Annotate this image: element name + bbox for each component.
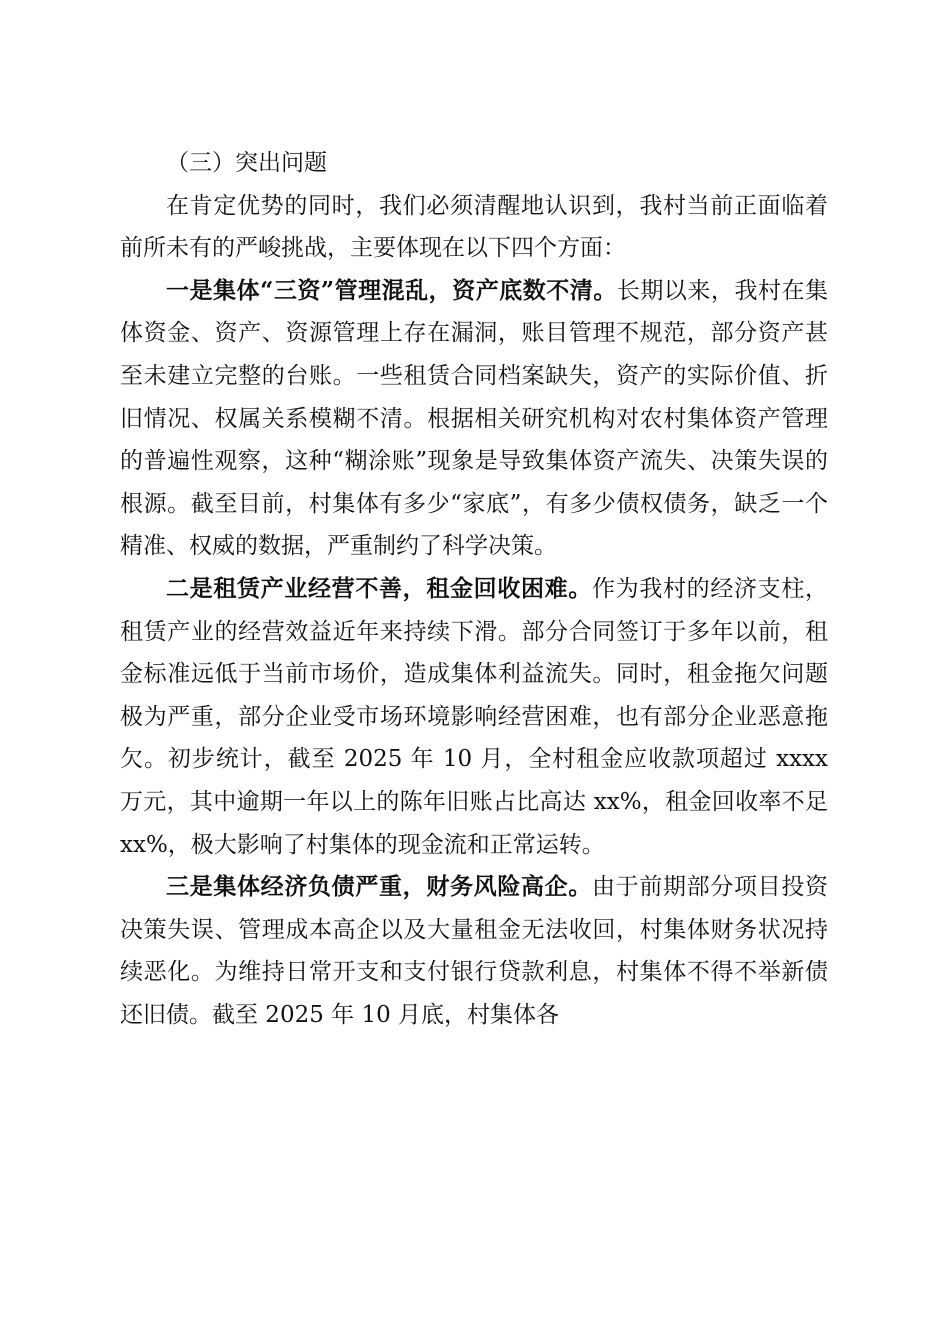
problem-3-lead: 三是集体经济负债严重，财务风险高企。 [166, 873, 592, 901]
section-heading: （三）突出问题 [166, 150, 327, 176]
problem-1-body: 长期以来，我村在集体资金、资产、资源管理上存在漏洞，账目管理不规范，部分资产甚至未建立完整的台账。一些租赁合同档案缺失，资产的实际价值、折旧情况、权属关系模糊不清。根据相关研究机构对农村集体资产管理的普遍性观察，这种“糊涂账”现象是导致集体资产流失、决策失误的根源。截至目前，村集体有多少“家底”，有多少债权债务，缺乏一个精准、权威的数据，严重制约了科学决策。 [120, 277, 828, 560]
problem-paragraph-3 [120, 866, 828, 1036]
problem-paragraph-1 [120, 270, 828, 568]
problem-2-body: 作为我村的经济支柱，租赁产业的经营效益近年来持续下滑。部分合同签订于多年以前，租金标准远低于当前市场价，造成集体利益流失。同时，租金拖欠问题极为严重，部分企业受市场环境影响经营困难，也有部分企业恶意拖欠。初步统计，截至 2025 年 10 月，全村租金应收款项超过 xxxx 万元，其中逾期一年以上的陈年旧账占比高达 xx%，租金回收率不足 xx%，极大影响了村集体的现金流和正常运转。 [120, 575, 829, 858]
problem-paragraph-2 [120, 568, 828, 866]
problem-2-lead: 二是租赁产业经营不善，租金回收困难。 [166, 574, 592, 602]
document-body [120, 142, 828, 1036]
problem-3-body: 由于前期部分项目投资决策失误、管理成本高企以及大量租金无法收回，村集体财务状况持续恶化。为维持日常开支和支付银行贷款利息，村集体不得不举新债还旧债。截至 2025 年 10 月底，村集体各 [120, 874, 829, 1028]
intro-paragraph: 在肯定优势的同时，我们必须清醒地认识到，我村当前正面临着前所未有的严峻挑战，主要体现在以下四个方面： [120, 192, 828, 262]
problem-1-lead: 一是集体“三资”管理混乱，资产底数不清。 [166, 276, 617, 304]
